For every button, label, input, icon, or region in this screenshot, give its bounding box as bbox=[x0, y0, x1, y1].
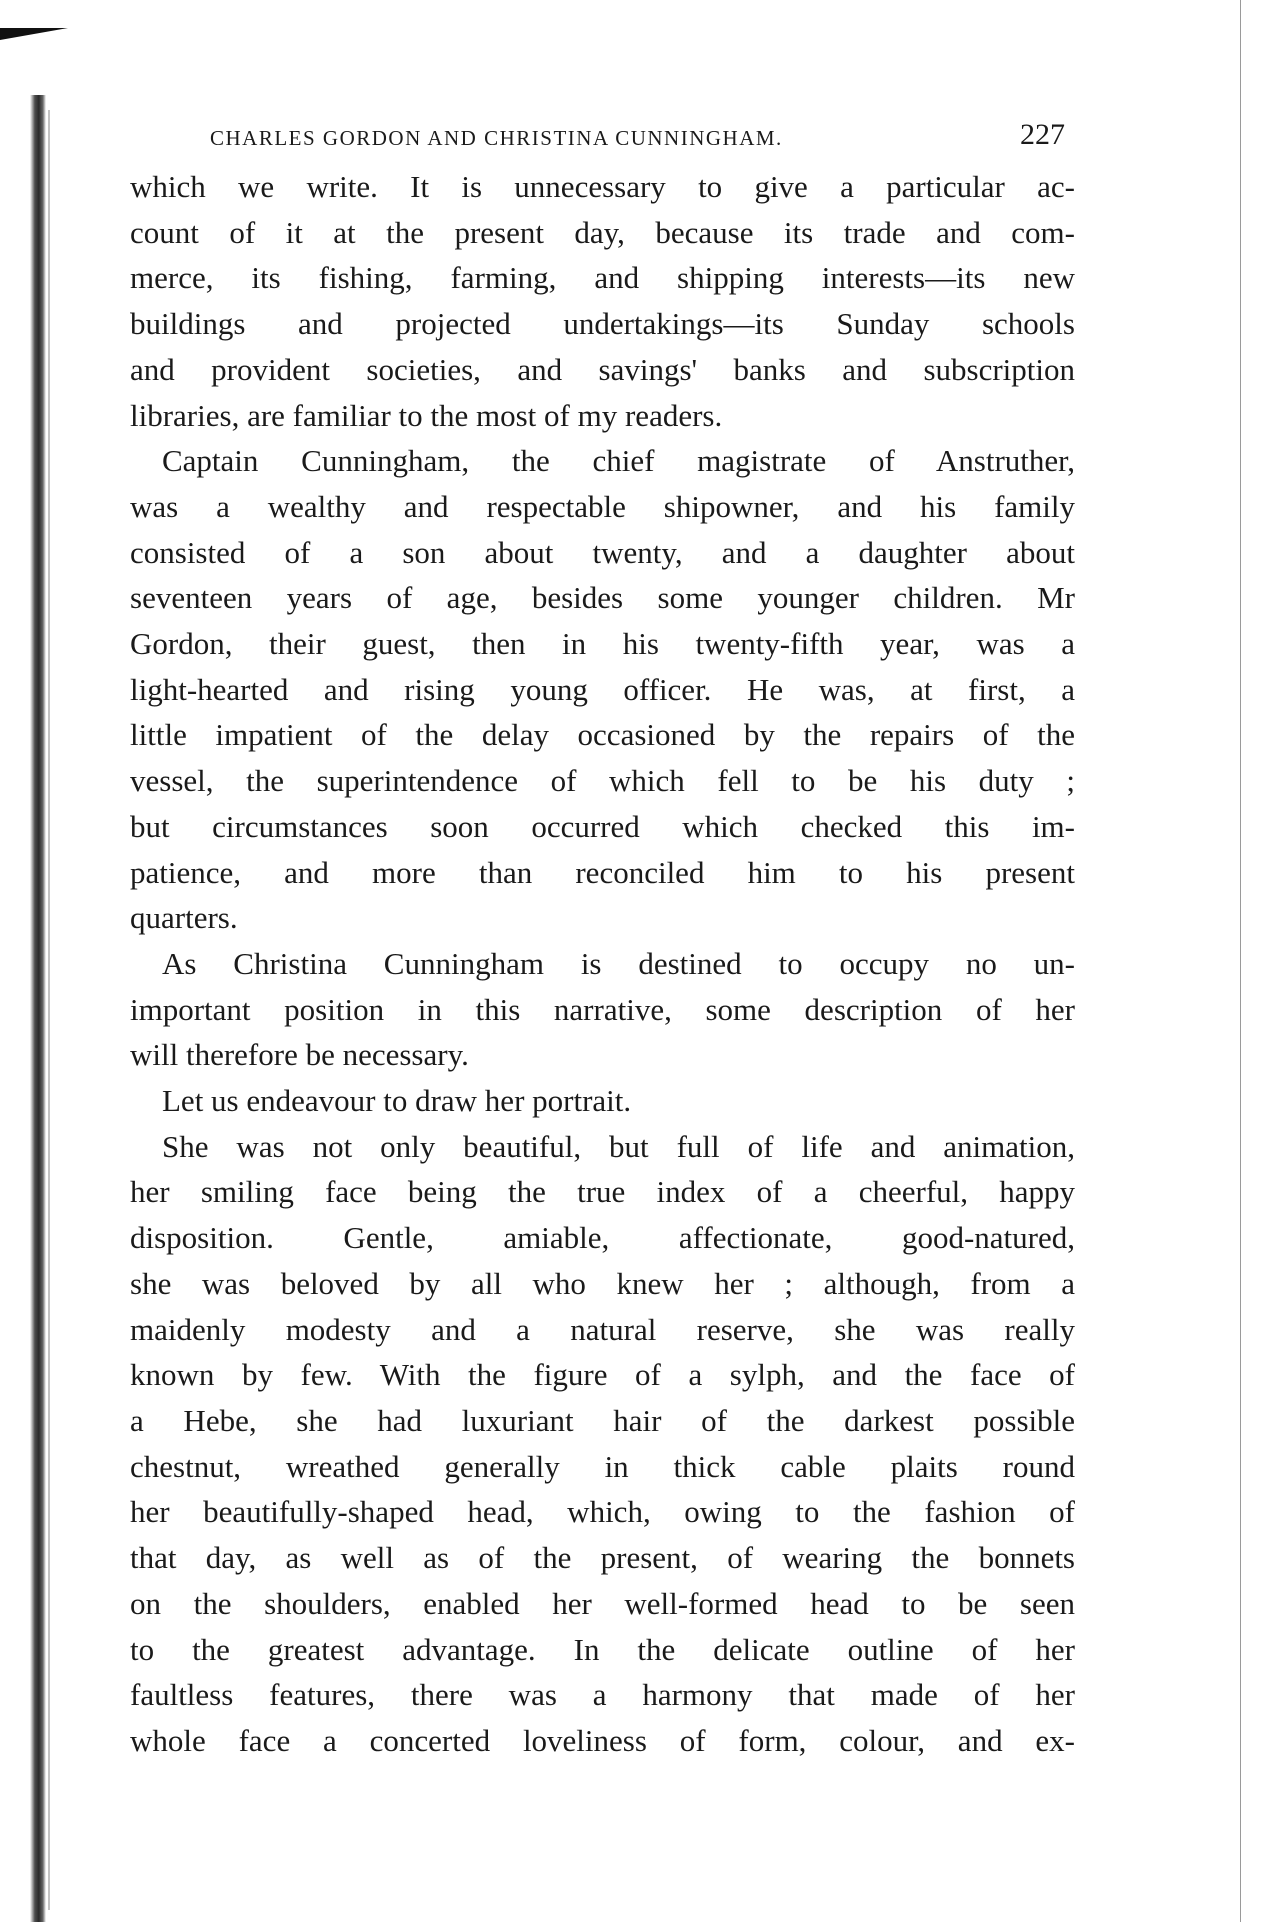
text-line: which we write. It is unnecessary to give a particular ac- bbox=[130, 169, 1075, 204]
text-line: a Hebe, she had luxuriant hair of the darkest possible bbox=[130, 1402, 1075, 1438]
text-line: and provident societies, and savings' banks and subscription bbox=[130, 351, 1075, 387]
text-line: will therefore be necessary. bbox=[130, 1037, 469, 1073]
text-line: merce, its fishing, farming, and shipping interests—its new bbox=[130, 260, 1075, 296]
running-title: CHARLES GORDON AND CHRISTINA CUNNINGHAM. bbox=[210, 126, 783, 150]
text-line: her smiling face being the true index of a cheerful, happy bbox=[130, 1174, 1075, 1210]
text-line: maidenly modesty and a natural reserve, she was really bbox=[130, 1311, 1075, 1347]
text-line: was a wealthy and respectable shipowner, and his family bbox=[130, 488, 1075, 524]
text-line: libraries, are familiar to the most of my readers. bbox=[130, 397, 723, 433]
text-line: faultless features, there was a harmony that made of her bbox=[130, 1677, 1075, 1713]
text-line: known by few. With the figure of a sylph, and the face of bbox=[130, 1357, 1075, 1393]
text-line: vessel, the superintendence of which fell to be his duty ; bbox=[130, 763, 1075, 799]
text-line: disposition. Gentle, amiable, affectionate, good-natured, bbox=[130, 1220, 1075, 1256]
text-line: She was not only beautiful, but full of life and animation, bbox=[162, 1128, 1075, 1164]
text-line: important position in this narrative, some description of her bbox=[130, 991, 1075, 1027]
text-line: little impatient of the delay occasioned by the repairs of the bbox=[130, 717, 1075, 753]
page-corner-mark bbox=[0, 28, 68, 40]
book-binding-edge bbox=[30, 95, 46, 1922]
text-line: her beautifully-shaped head, which, owing to the fashion of bbox=[130, 1494, 1075, 1530]
book-page bbox=[130, 110, 1075, 1764]
text-line: quarters. bbox=[130, 900, 238, 936]
text-line: consisted of a son about twenty, and a daughter about bbox=[130, 534, 1075, 570]
text-line: but circumstances soon occurred which checked this im- bbox=[130, 808, 1075, 844]
text-line: patience, and more than reconciled him to his present bbox=[130, 854, 1075, 890]
book-binding-shadow bbox=[48, 110, 50, 1910]
text-line: whole face a concerted loveliness of form, colour, and ex- bbox=[130, 1722, 1075, 1758]
text-line: count of it at the present day, because its trade and com- bbox=[130, 214, 1075, 250]
text-line: to the greatest advantage. In the delicate outline of her bbox=[130, 1631, 1075, 1667]
text-line: that day, as well as of the present, of wearing the bonnets bbox=[130, 1540, 1075, 1576]
text-line: As Christina Cunningham is destined to occupy no un- bbox=[162, 945, 1075, 981]
text-line: seventeen years of age, besides some younger children. Mr bbox=[130, 580, 1075, 616]
text-line: Gordon, their guest, then in his twenty-fifth year, was a bbox=[130, 626, 1075, 662]
text-line: Captain Cunningham, the chief magistrate of Anstruther, bbox=[162, 443, 1075, 479]
text-line: buildings and projected undertakings—its Sunday schools bbox=[130, 306, 1075, 342]
text-line: light-hearted and rising young officer. He was, at first, a bbox=[130, 671, 1075, 707]
body-text bbox=[130, 164, 1075, 1764]
text-line: she was beloved by all who knew her ; although, from a bbox=[130, 1265, 1075, 1301]
page-right-edge bbox=[1240, 0, 1241, 1922]
page-number: 227 bbox=[1020, 118, 1065, 151]
text-line: Let us endeavour to draw her portrait. bbox=[162, 1083, 632, 1119]
text-line: chestnut, wreathed generally in thick cable plaits round bbox=[130, 1448, 1075, 1484]
running-head bbox=[130, 110, 1075, 164]
text-line: on the shoulders, enabled her well-formed head to be seen bbox=[130, 1585, 1075, 1621]
